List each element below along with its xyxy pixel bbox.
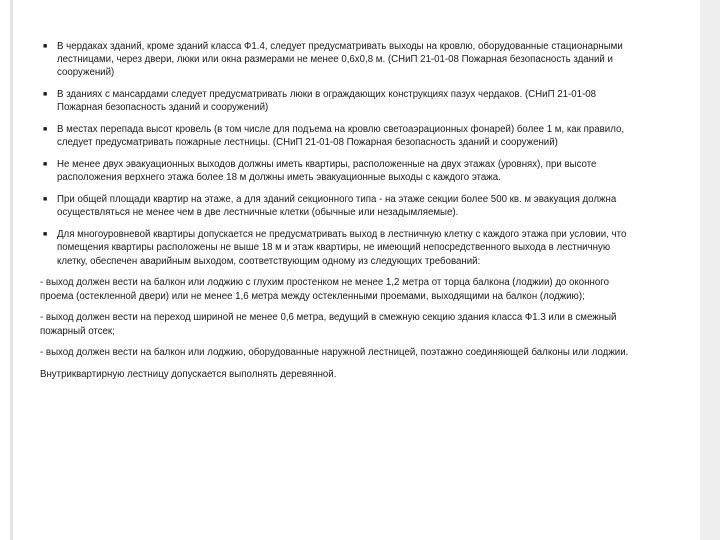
bullet-icon: ■ (43, 231, 48, 239)
bullet-item (40, 123, 640, 149)
bullet-icon: ■ (43, 196, 48, 204)
requirement-paragraph: - выход должен вести на балкон или лоджию, оборудованные наружной лестницей, поэтажно соединяющей балконы или лоджии. (40, 347, 629, 359)
closing-paragraph: Внутриквартирную лестницу допускается выполнять деревянной. (40, 369, 337, 381)
left-margin-rule (10, 0, 13, 540)
document-body (40, 40, 640, 390)
bullet-item (40, 228, 640, 268)
bullet-text: В зданиях с мансардами следует предусматривать люки в ограждающих конструкциях пазух чердаков. (СНиП 21-01-08 Пожарная безопасность зданий и сооружений) (57, 89, 597, 114)
bullet-icon: ■ (43, 126, 48, 134)
bullet-item (40, 40, 640, 80)
requirement-paragraph: - выход должен вести на переход шириной не менее 0,6 метра, ведущий в смежную секцию здания класса Ф1.3 или в смежный пожарный отсек; (40, 312, 617, 337)
bullet-item (40, 158, 640, 184)
right-side-panel (700, 0, 720, 540)
bullet-icon: ■ (43, 161, 48, 169)
bullet-item (40, 193, 640, 219)
bullet-item (40, 88, 640, 114)
bullet-text: Для многоуровневой квартиры допускается не предусматривать выход в лестничную клетку с каждого этажа при условии, что помещения квартиры расположены не выше 18 м и этаж квартиры, не имеющий непосредственного выхода в лестничную клетку, обеспечен аварийным выходом, соответствующим одному из следующих требований: (57, 229, 627, 267)
bullet-text: В чердаках зданий, кроме зданий класса Ф1.4, следует предусматривать выходы на кровлю, оборудованные стационарными лестницами, через двери, люки или окна размерами не менее 0,6х0,8 м. (СНиП 21-01-08 Пожарная безопасность зданий и сооружений) (57, 41, 623, 79)
bullet-text: В местах перепада высот кровель (в том числе для подъема на кровлю светоаэрационных фонарей) более 1 м, как правило, следует предусматривать пожарные лестницы. (СНиП 21-01-08 Пожарная безопасность зданий и сооружений) (57, 124, 625, 149)
bullet-text: Не менее двух эвакуационных выходов должны иметь квартиры, расположенные на двух этажах (уровнях), при высоте расположения верхнего этажа более 18 м должны иметь эвакуационные выходы с каждого этажа. (57, 159, 597, 184)
bullet-text: При общей площади квартир на этаже, а для зданий секционного типа - на этаже секции более 500 кв. м эвакуация должна осуществляться не менее чем в две лестничные клетки (обычные или незадымляемые). (57, 194, 617, 219)
bullet-icon: ■ (43, 91, 48, 99)
bullet-icon: ■ (43, 43, 48, 50)
requirement-paragraph: - выход должен вести на балкон или лоджию с глухим простенком не менее 1,2 метра от торца балкона (лоджии) до оконного проема (остекленной двери) или не менее 1,6 метра между остекленными проемами, выходящими на балкон (лоджию); (40, 277, 609, 302)
